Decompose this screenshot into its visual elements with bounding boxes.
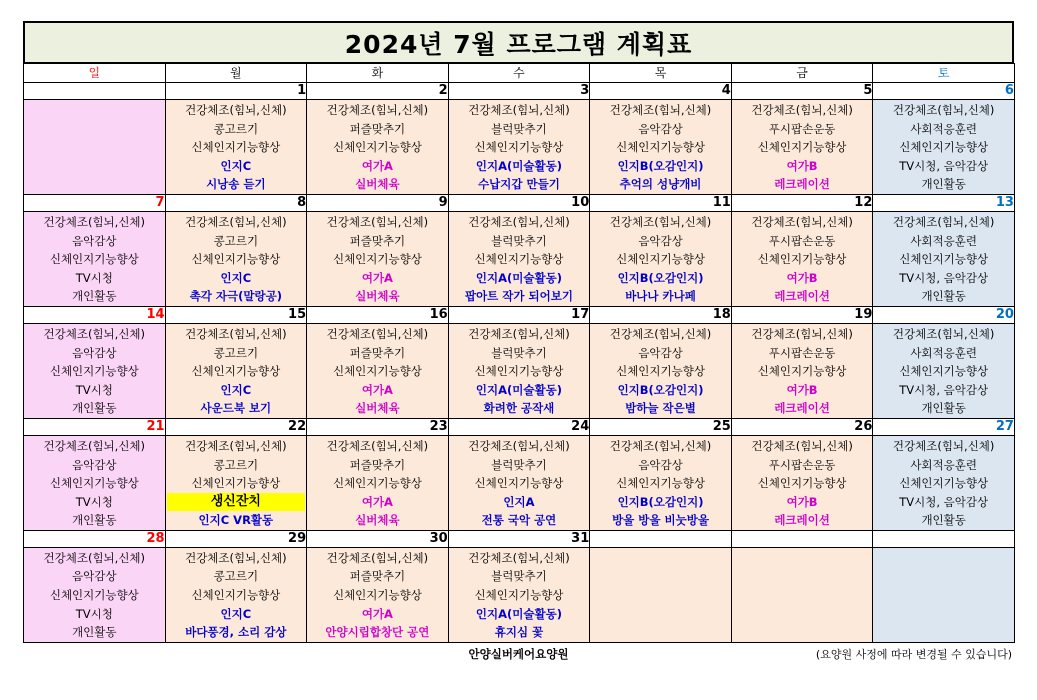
program-item: 콩고르기 [213, 345, 259, 360]
day-program-list [166, 100, 307, 194]
program-item: 블럭맞추기 [491, 233, 547, 248]
program-item: 밤하늘 작은별 [625, 401, 696, 416]
program-item: 콩고르기 [213, 233, 259, 248]
program-item: 인지C [220, 270, 252, 285]
program-item: 건강체조(힘뇌,신체) [751, 438, 853, 453]
program-item: 여가B [786, 270, 818, 285]
program-item: 개인활동 [921, 513, 966, 528]
program-item: 블럭맞추기 [491, 457, 547, 472]
program-item: 신체인지기능향상 [899, 252, 989, 267]
date-number [731, 530, 873, 547]
day-program-list [873, 548, 1014, 549]
program-item: 건강체조(힘뇌,신체) [185, 214, 287, 229]
program-item: 음악감상 [638, 457, 683, 472]
program-row [24, 100, 1015, 195]
program-item: 인지C [220, 158, 252, 173]
program-item: 퍼즐맞추기 [349, 345, 406, 360]
program-item: 퍼즐맞추기 [349, 569, 406, 584]
date-number [590, 530, 732, 547]
day-cell [590, 547, 732, 642]
program-item: 건강체조(힘뇌,신체) [326, 103, 429, 117]
program-item: 여가B [786, 158, 818, 173]
program-item: 건강체조(힘뇌,신체) [468, 438, 570, 453]
day-cell [590, 211, 732, 306]
program-item: 추억의 성냥개비 [619, 177, 702, 192]
program-item: 인지C [220, 606, 252, 621]
day-cell [590, 323, 732, 418]
day-program-list [732, 100, 873, 194]
day-program-list [166, 436, 307, 530]
program-item: 건강체조(힘뇌,신체) [468, 103, 570, 117]
day-program-list [307, 100, 448, 194]
program-item: 건강체조(힘뇌,신체) [751, 103, 853, 117]
day-cell [448, 100, 590, 195]
day-cell [307, 211, 449, 306]
day-program-list [590, 436, 731, 530]
program-item: 사회적응훈련 [910, 121, 977, 136]
program-item: 개인활동 [72, 401, 117, 416]
day-cell [448, 211, 590, 306]
program-item: 개인활동 [921, 177, 966, 192]
day-program-list [166, 324, 307, 418]
program-item: 콩고르기 [213, 569, 259, 584]
weekday-tuesday: 화 [307, 64, 449, 83]
program-item: 퍼즐맞추기 [349, 233, 406, 248]
program-item: 건강체조(힘뇌,신체) [43, 326, 146, 341]
day-program-list [873, 212, 1014, 306]
program-item: 건강체조(힘뇌,신체) [609, 214, 712, 229]
day-program-list [24, 100, 165, 101]
program-item: 인지C VR활동 [198, 513, 274, 528]
program-item: 신체인지기능향상 [49, 588, 139, 603]
day-program-list [590, 324, 731, 418]
program-item: 음악감상 [638, 233, 683, 248]
program-item: 개인활동 [921, 289, 966, 304]
program-item: 팝아트 작가 되어보기 [464, 289, 573, 304]
program-item: 인지A(미술활동) [475, 158, 562, 173]
facility-name: 안양실버케어요양원 [468, 646, 569, 661]
day-cell [307, 323, 449, 418]
weekday-monday: 월 [165, 64, 307, 83]
date-number: 22 [165, 418, 307, 435]
program-item: 여가B [786, 494, 818, 509]
weekday-saturday: 토 [873, 64, 1015, 83]
day-program-list [24, 548, 165, 642]
program-item: TV시청, 음악감상 [899, 494, 989, 509]
day-program-list [590, 100, 731, 194]
day-program-list [449, 212, 590, 306]
program-item: 신체인지기능향상 [332, 140, 422, 155]
day-cell [165, 435, 307, 530]
date-number: 8 [165, 194, 307, 211]
program-item: 인지A(미술활동) [475, 606, 562, 621]
program-item: 음악감상 [72, 345, 117, 360]
program-item: 시낭송 듣기 [206, 177, 266, 192]
program-item: 사회적응훈련 [910, 457, 977, 472]
calendar-table [23, 63, 1015, 643]
program-item: 레크레이션 [774, 513, 830, 528]
program-item: TV시청, 음악감상 [899, 158, 989, 173]
program-item: 건강체조(힘뇌,신체) [326, 326, 429, 341]
date-number [873, 530, 1015, 547]
program-row [24, 547, 1015, 642]
program-item: 건강체조(힘뇌,신체) [185, 550, 287, 565]
program-item: 실버체육 [355, 513, 400, 528]
day-cell [731, 435, 873, 530]
program-item: 여가B [786, 382, 818, 397]
program-item: 건강체조(힘뇌,신체) [468, 550, 570, 565]
program-item: 인지B(오감인지) [617, 270, 704, 285]
day-cell [448, 323, 590, 418]
page-title: 2024년 7월 프로그램 계획표 [23, 21, 1014, 63]
program-item: 개인활동 [72, 513, 117, 528]
date-number: 24 [448, 418, 590, 435]
program-item: TV시청 [75, 606, 113, 621]
program-item: 인지A(미술활동) [475, 270, 562, 285]
day-cell [873, 100, 1015, 195]
program-item: 건강체조(힘뇌,신체) [892, 438, 995, 453]
program-item: 신체인지기능향상 [191, 476, 281, 491]
date-number-row [24, 194, 1015, 211]
program-item: TV시청 [75, 270, 113, 285]
program-item: 신체인지기능향상 [191, 140, 281, 155]
date-number [24, 83, 166, 100]
program-item: 건강체조(힘뇌,신체) [185, 326, 287, 341]
weekday-thursday: 목 [590, 64, 732, 83]
program-item: 건강체조(힘뇌,신체) [326, 550, 429, 565]
program-item: 수납지갑 만들기 [478, 177, 560, 192]
program-item: 신체인지기능향상 [616, 140, 705, 155]
date-number-row [24, 83, 1015, 100]
day-cell [590, 435, 732, 530]
day-cell [873, 547, 1015, 642]
day-program-list [307, 324, 448, 418]
program-item: 레크레이션 [774, 401, 830, 416]
day-program-list [307, 436, 448, 530]
program-item: 건강체조(힘뇌,신체) [609, 326, 712, 341]
day-program-list [732, 548, 873, 549]
program-item: 음악감상 [638, 121, 683, 136]
program-item: 신체인지기능향상 [899, 364, 989, 379]
schedule-sheet [23, 21, 1014, 667]
program-item: 여가A [361, 158, 393, 173]
program-item: 푸시팝손운동 [768, 345, 836, 360]
weekday-header-row [24, 64, 1015, 83]
change-notice: (요양원 사정에 따라 변경될 수 있습니다) [815, 647, 1012, 661]
day-program-list [449, 548, 590, 642]
day-cell [873, 323, 1015, 418]
day-cell [24, 323, 166, 418]
date-number: 25 [590, 418, 732, 435]
program-item: 신체인지기능향상 [191, 252, 281, 267]
program-item: 사운드북 보기 [200, 401, 272, 416]
program-item: 여가A [361, 382, 393, 397]
day-cell [307, 547, 449, 642]
date-number: 17 [448, 306, 590, 323]
date-number-row [24, 306, 1015, 323]
day-program-list [307, 212, 448, 306]
program-item: 건강체조(힘뇌,신체) [468, 214, 570, 229]
program-item: 신체인지기능향상 [49, 476, 139, 491]
day-cell [24, 100, 166, 195]
date-number: 31 [448, 530, 590, 547]
day-cell [24, 547, 166, 642]
weekday-friday: 금 [731, 64, 873, 83]
program-item: 신체인지기능향상 [757, 364, 847, 379]
date-number-row [24, 530, 1015, 547]
day-cell [165, 100, 307, 195]
day-cell [24, 435, 166, 530]
program-row [24, 435, 1015, 530]
day-cell [590, 100, 732, 195]
program-item: 개인활동 [921, 401, 966, 416]
day-cell [307, 100, 449, 195]
date-number: 21 [24, 418, 166, 435]
program-item: 바나나 카나페 [625, 289, 696, 304]
program-item: 신체인지기능향상 [49, 364, 139, 379]
program-item: 음악감상 [72, 457, 117, 472]
day-program-list [307, 548, 448, 642]
date-number: 30 [307, 530, 449, 547]
date-number: 5 [731, 83, 873, 100]
program-item: 사회적응훈련 [910, 345, 977, 360]
date-number: 7 [24, 194, 166, 211]
date-number: 1 [165, 83, 307, 100]
program-item: 실버체육 [355, 401, 400, 416]
program-item: 신체인지기능향상 [616, 364, 705, 379]
program-item: 건강체조(힘뇌,신체) [892, 326, 995, 341]
program-item: 신체인지기능향상 [332, 476, 422, 491]
day-program-list [24, 212, 165, 306]
date-number: 12 [731, 194, 873, 211]
date-number: 3 [448, 83, 590, 100]
program-item: 신체인지기능향상 [332, 364, 422, 379]
program-item: 건강체조(힘뇌,신체) [609, 103, 712, 117]
program-item: 화려한 공작새 [483, 401, 555, 416]
program-item: TV시청, 음악감상 [899, 382, 989, 397]
program-item: 건강체조(힘뇌,신체) [43, 550, 146, 565]
day-cell [731, 100, 873, 195]
day-cell [873, 435, 1015, 530]
day-cell [731, 547, 873, 642]
program-item: 신체인지기능향상 [474, 140, 564, 155]
program-item: 신체인지기능향상 [49, 252, 139, 267]
program-item: TV시청, 음악감상 [899, 270, 989, 285]
day-cell [165, 323, 307, 418]
date-number-row [24, 418, 1015, 435]
program-item: 건강체조(힘뇌,신체) [751, 326, 853, 341]
day-cell [307, 435, 449, 530]
program-item: TV시청 [75, 382, 113, 397]
program-item: 음악감상 [638, 345, 683, 360]
program-item: 신체인지기능향상 [616, 252, 705, 267]
day-cell [24, 211, 166, 306]
program-item: 사회적응훈련 [910, 233, 977, 248]
program-item: 신체인지기능향상 [191, 588, 281, 603]
day-program-list [590, 548, 731, 549]
date-number: 26 [731, 418, 873, 435]
program-item: 신체인지기능향상 [191, 364, 281, 379]
program-item: 건강체조(힘뇌,신체) [326, 214, 429, 229]
day-program-list [732, 324, 873, 418]
program-item: 인지C [220, 382, 252, 397]
program-item: 신체인지기능향상 [899, 140, 989, 155]
program-item: 촉각 자극(말랑공) [189, 289, 282, 304]
program-item: 인지B(오감인지) [617, 494, 704, 509]
program-item: 여가A [361, 494, 393, 509]
weekday-sunday: 일 [24, 64, 166, 83]
day-program-list [449, 100, 590, 194]
program-item: 블럭맞추기 [491, 121, 547, 136]
date-number: 2 [307, 83, 449, 100]
program-item: 콩고르기 [213, 457, 259, 472]
date-number: 19 [731, 306, 873, 323]
program-item: 건강체조(힘뇌,신체) [185, 103, 287, 117]
program-item: 여가A [361, 606, 393, 621]
program-item: 푸시팝손운동 [768, 457, 836, 472]
program-item: 블럭맞추기 [491, 345, 547, 360]
day-cell [448, 435, 590, 530]
program-item: 휴지심 꽃 [494, 625, 544, 640]
day-program-list [24, 436, 165, 530]
date-number: 23 [307, 418, 449, 435]
program-item: 건강체조(힘뇌,신체) [892, 214, 995, 229]
program-item: 레크레이션 [774, 289, 830, 304]
program-item: TV시청 [75, 494, 113, 509]
footer [23, 643, 1014, 667]
date-number: 27 [873, 418, 1015, 435]
program-item: 레크레이션 [774, 177, 830, 192]
day-program-list [24, 324, 165, 418]
program-item: 건강체조(힘뇌,신체) [43, 438, 146, 453]
program-item: 푸시팝손운동 [768, 121, 836, 136]
program-item: 개인활동 [72, 625, 117, 640]
day-cell [165, 547, 307, 642]
program-item: 신체인지기능향상 [616, 476, 705, 491]
day-cell [448, 547, 590, 642]
day-program-list [166, 212, 307, 306]
program-row [24, 211, 1015, 306]
program-item: 인지B(오감인지) [617, 382, 704, 397]
date-number: 16 [307, 306, 449, 323]
date-number: 28 [24, 530, 166, 547]
program-item: 건강체조(힘뇌,신체) [185, 438, 287, 453]
date-number: 4 [590, 83, 732, 100]
program-item: 신체인지기능향상 [899, 476, 989, 491]
date-number: 18 [590, 306, 732, 323]
program-item: 신체인지기능향상 [474, 588, 564, 603]
date-number: 29 [165, 530, 307, 547]
day-cell [731, 211, 873, 306]
day-cell [873, 211, 1015, 306]
program-item: 신체인지기능향상 [474, 252, 564, 267]
date-number: 13 [873, 194, 1015, 211]
event-highlight: 생신잔치 [167, 493, 305, 512]
program-item: 음악감상 [72, 569, 117, 584]
date-number: 6 [873, 83, 1015, 100]
program-item: 퍼즐맞추기 [349, 457, 406, 472]
program-item: 전통 국악 공연 [481, 513, 557, 528]
program-item: 건강체조(힘뇌,신체) [751, 214, 853, 229]
day-cell [165, 211, 307, 306]
program-item: 방울 방울 비눗방울 [612, 513, 709, 528]
day-program-list [873, 100, 1014, 194]
program-item: 퍼즐맞추기 [349, 121, 406, 136]
program-item: 신체인지기능향상 [757, 140, 847, 155]
program-item: 인지B(오감인지) [617, 158, 704, 173]
day-program-list [590, 212, 731, 306]
program-item: 푸시팝손운동 [768, 233, 836, 248]
program-row [24, 323, 1015, 418]
day-cell [731, 323, 873, 418]
date-number: 9 [307, 194, 449, 211]
program-item: 건강체조(힘뇌,신체) [43, 214, 146, 229]
program-item: 신체인지기능향상 [757, 252, 847, 267]
program-item: 건강체조(힘뇌,신체) [326, 438, 429, 453]
day-program-list [166, 548, 307, 642]
program-item: 건강체조(힘뇌,신체) [892, 103, 995, 117]
day-program-list [732, 436, 873, 530]
day-program-list [873, 324, 1014, 418]
weekday-wednesday: 수 [448, 64, 590, 83]
day-program-list [873, 436, 1014, 530]
program-item: 콩고르기 [213, 121, 259, 136]
program-item: 안양시립합창단 공연 [325, 625, 430, 640]
day-program-list [449, 436, 590, 530]
program-item: 블럭맞추기 [491, 569, 547, 584]
program-item: 신체인지기능향상 [332, 588, 422, 603]
date-number: 20 [873, 306, 1015, 323]
program-item: 실버체육 [355, 177, 400, 192]
program-item: 음악감상 [72, 233, 117, 248]
program-item: 인지A(미술활동) [475, 382, 562, 397]
date-number: 10 [448, 194, 590, 211]
program-item: 건강체조(힘뇌,신체) [468, 326, 570, 341]
day-program-list [732, 212, 873, 306]
date-number: 15 [165, 306, 307, 323]
date-number: 14 [24, 306, 166, 323]
program-item: 바다풍경, 소리 감상 [185, 625, 287, 640]
program-item: 신체인지기능향상 [757, 476, 847, 491]
date-number: 11 [590, 194, 732, 211]
program-item: 여가A [361, 270, 393, 285]
program-item: 실버체육 [355, 289, 400, 304]
program-item: 신체인지기능향상 [474, 476, 564, 491]
day-program-list [449, 324, 590, 418]
program-item: 인지A [503, 494, 535, 509]
program-item: 개인활동 [72, 289, 117, 304]
program-item: 건강체조(힘뇌,신체) [609, 438, 712, 453]
program-item: 신체인지기능향상 [474, 364, 564, 379]
program-item: 신체인지기능향상 [332, 252, 422, 267]
